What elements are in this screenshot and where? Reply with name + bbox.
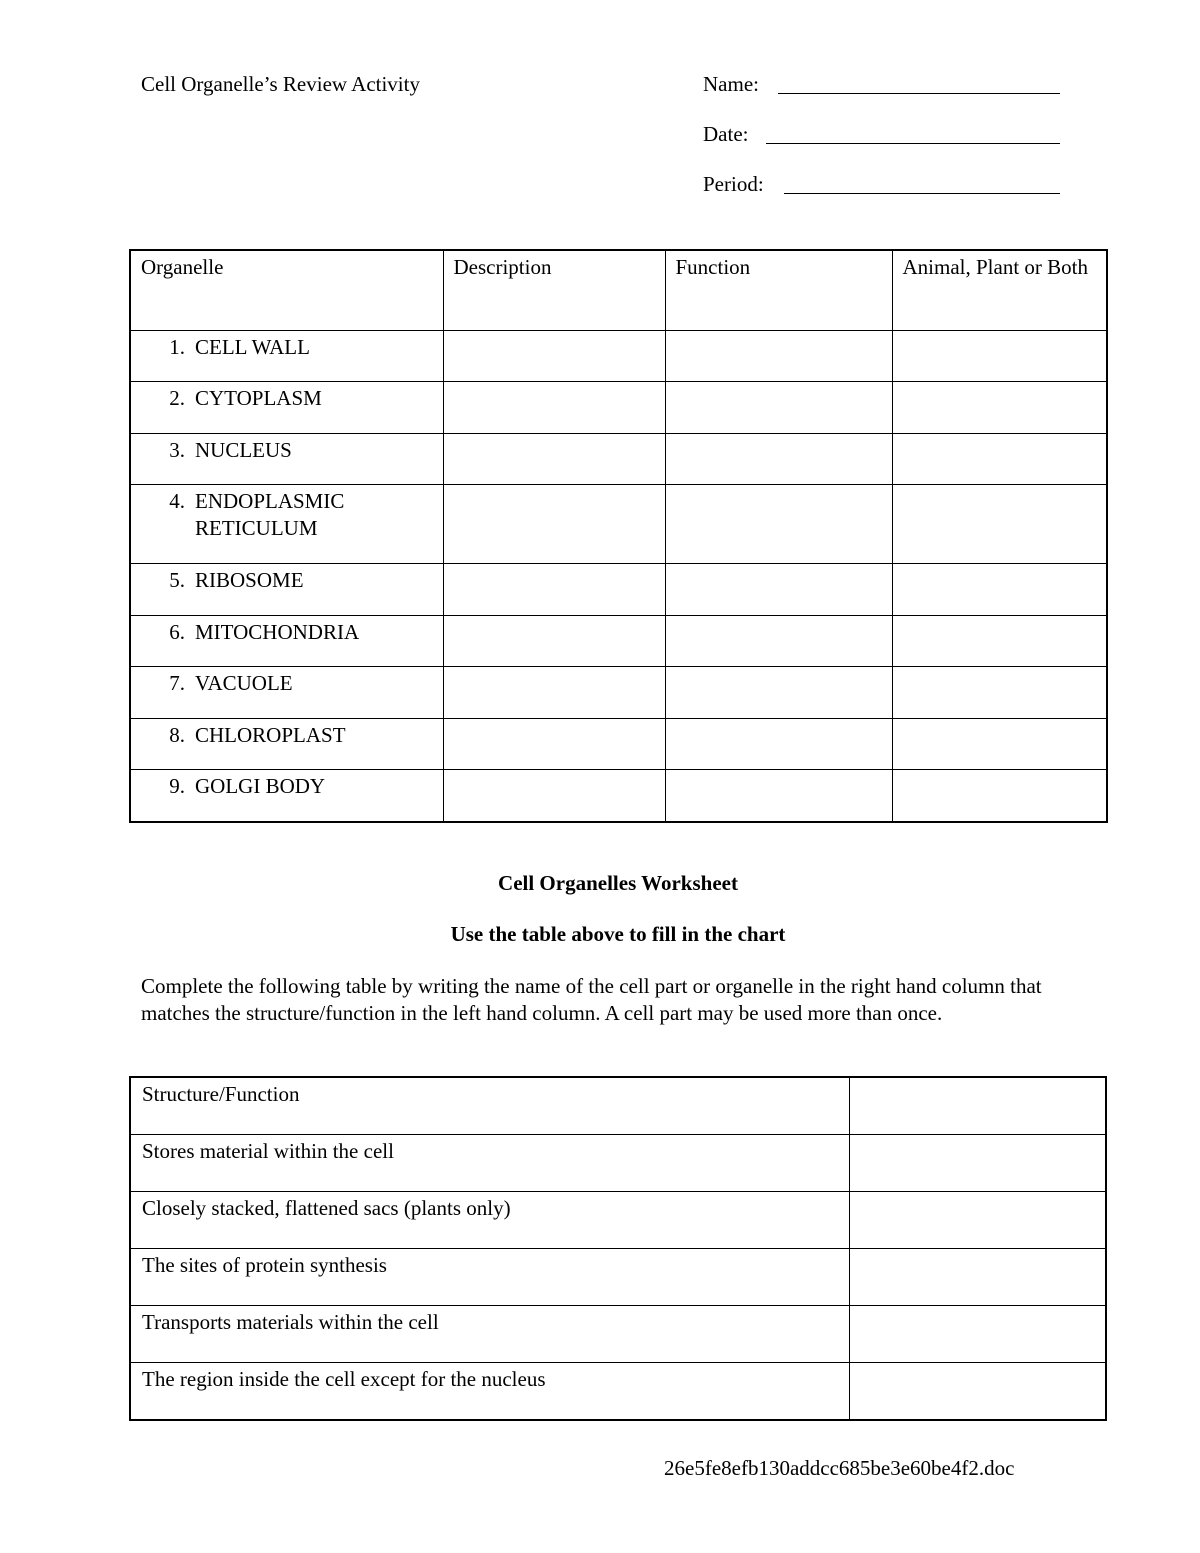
table-row [130, 1135, 1106, 1192]
type-cell[interactable] [892, 564, 1107, 616]
structure-cell: The sites of protein synthesis [130, 1249, 849, 1306]
table-row [130, 564, 1107, 616]
row-number: 1. [169, 335, 185, 359]
table-row [130, 382, 1107, 434]
row-number: 2. [169, 386, 185, 410]
function-cell[interactable] [665, 770, 892, 822]
date-label: Date: [703, 122, 749, 146]
row-number: 5. [169, 568, 185, 592]
function-cell[interactable] [665, 667, 892, 719]
organelle-name: RIBOSOME [195, 568, 304, 592]
date-field[interactable] [766, 143, 1060, 144]
footer-filename: 26e5fe8efb130addcc685be3e60be4f2.doc [664, 1456, 1015, 1480]
description-cell[interactable] [443, 331, 665, 382]
name-field[interactable] [778, 93, 1060, 94]
table-row [130, 1249, 1106, 1306]
organelle-cell [130, 485, 443, 564]
period-label: Period: [703, 172, 764, 196]
row-number: 8. [169, 723, 185, 747]
type-cell[interactable] [892, 616, 1107, 667]
organelle-cell [130, 564, 443, 616]
table-row [130, 1306, 1106, 1363]
table-row [130, 1192, 1106, 1249]
header-animal-plant-both: Animal, Plant or Both [892, 250, 1107, 331]
organelle-cell [130, 616, 443, 667]
name-label: Name: [703, 72, 759, 96]
period-field[interactable] [784, 193, 1060, 194]
description-cell[interactable] [443, 719, 665, 770]
description-cell[interactable] [443, 770, 665, 822]
type-cell[interactable] [892, 331, 1107, 382]
table-row [130, 485, 1107, 564]
function-cell[interactable] [665, 564, 892, 616]
table-header-row [130, 250, 1107, 331]
row-number: 3. [169, 438, 185, 462]
function-cell[interactable] [665, 719, 892, 770]
organelle-name: NUCLEUS [195, 438, 292, 462]
row-number: 4. [169, 489, 185, 513]
organelle-name: VACUOLE [195, 671, 293, 695]
description-cell[interactable] [443, 616, 665, 667]
function-cell[interactable] [665, 485, 892, 564]
function-cell[interactable] [665, 331, 892, 382]
header-function: Function [665, 250, 892, 331]
table-row [130, 770, 1107, 822]
description-cell[interactable] [443, 434, 665, 485]
organelle-name: MITOCHONDRIA [195, 620, 360, 644]
description-cell[interactable] [443, 485, 665, 564]
description-cell[interactable] [443, 667, 665, 719]
organelle-cell [130, 434, 443, 485]
description-cell[interactable] [443, 564, 665, 616]
organelle-cell [130, 331, 443, 382]
row-number: 9. [169, 774, 185, 798]
row-number: 7. [169, 671, 185, 695]
type-cell[interactable] [892, 719, 1107, 770]
header-structure-function: Structure/Function [130, 1077, 849, 1135]
type-cell[interactable] [892, 434, 1107, 485]
function-cell[interactable] [665, 616, 892, 667]
answer-cell[interactable] [849, 1192, 1106, 1249]
answer-cell[interactable] [849, 1306, 1106, 1363]
organelle-name: CYTOPLASM [195, 386, 322, 410]
type-cell[interactable] [892, 667, 1107, 719]
structure-cell: Transports materials within the cell [130, 1306, 849, 1363]
description-cell[interactable] [443, 382, 665, 434]
header-organelle: Organelle [130, 250, 443, 331]
table-row [130, 616, 1107, 667]
organelle-cell [130, 719, 443, 770]
worksheet-title: Cell Organelles Worksheet [498, 871, 738, 895]
instructions-paragraph: Complete the following table by writing the name of the cell part or organelle in the right hand column that matches the structure/function in the left hand column. A cell part may be used more than once. [141, 974, 1042, 1025]
table-row [130, 667, 1107, 719]
structure-cell: Stores material within the cell [130, 1135, 849, 1192]
function-cell[interactable] [665, 434, 892, 485]
organelle-name: CELL WALL [195, 335, 310, 359]
row-number: 6. [169, 620, 185, 644]
answer-cell[interactable] [849, 1363, 1106, 1421]
page-title: Cell Organelle’s Review Activity [141, 72, 420, 96]
organelle-cell [130, 667, 443, 719]
organelle-table [129, 249, 1108, 823]
worksheet-subtitle: Use the table above to fill in the chart [450, 922, 786, 946]
organelle-name: ENDOPLASMIC RETICULUM [195, 489, 345, 540]
answer-cell[interactable] [849, 1077, 1106, 1135]
answer-cell[interactable] [849, 1135, 1106, 1192]
type-cell[interactable] [892, 485, 1107, 564]
table-row [130, 719, 1107, 770]
table-row [130, 331, 1107, 382]
structure-cell: The region inside the cell except for the nucleus [130, 1363, 849, 1421]
table-row [130, 434, 1107, 485]
header-description: Description [443, 250, 665, 331]
organelle-name: CHLOROPLAST [195, 723, 346, 747]
structure-cell: Closely stacked, flattened sacs (plants only) [130, 1192, 849, 1249]
organelle-cell [130, 382, 443, 434]
answer-cell[interactable] [849, 1249, 1106, 1306]
structure-function-table [129, 1076, 1107, 1421]
table-row [130, 1363, 1106, 1421]
organelle-cell [130, 770, 443, 822]
table-header-row [130, 1077, 1106, 1135]
function-cell[interactable] [665, 382, 892, 434]
type-cell[interactable] [892, 770, 1107, 822]
type-cell[interactable] [892, 382, 1107, 434]
organelle-name: GOLGI BODY [195, 774, 326, 798]
